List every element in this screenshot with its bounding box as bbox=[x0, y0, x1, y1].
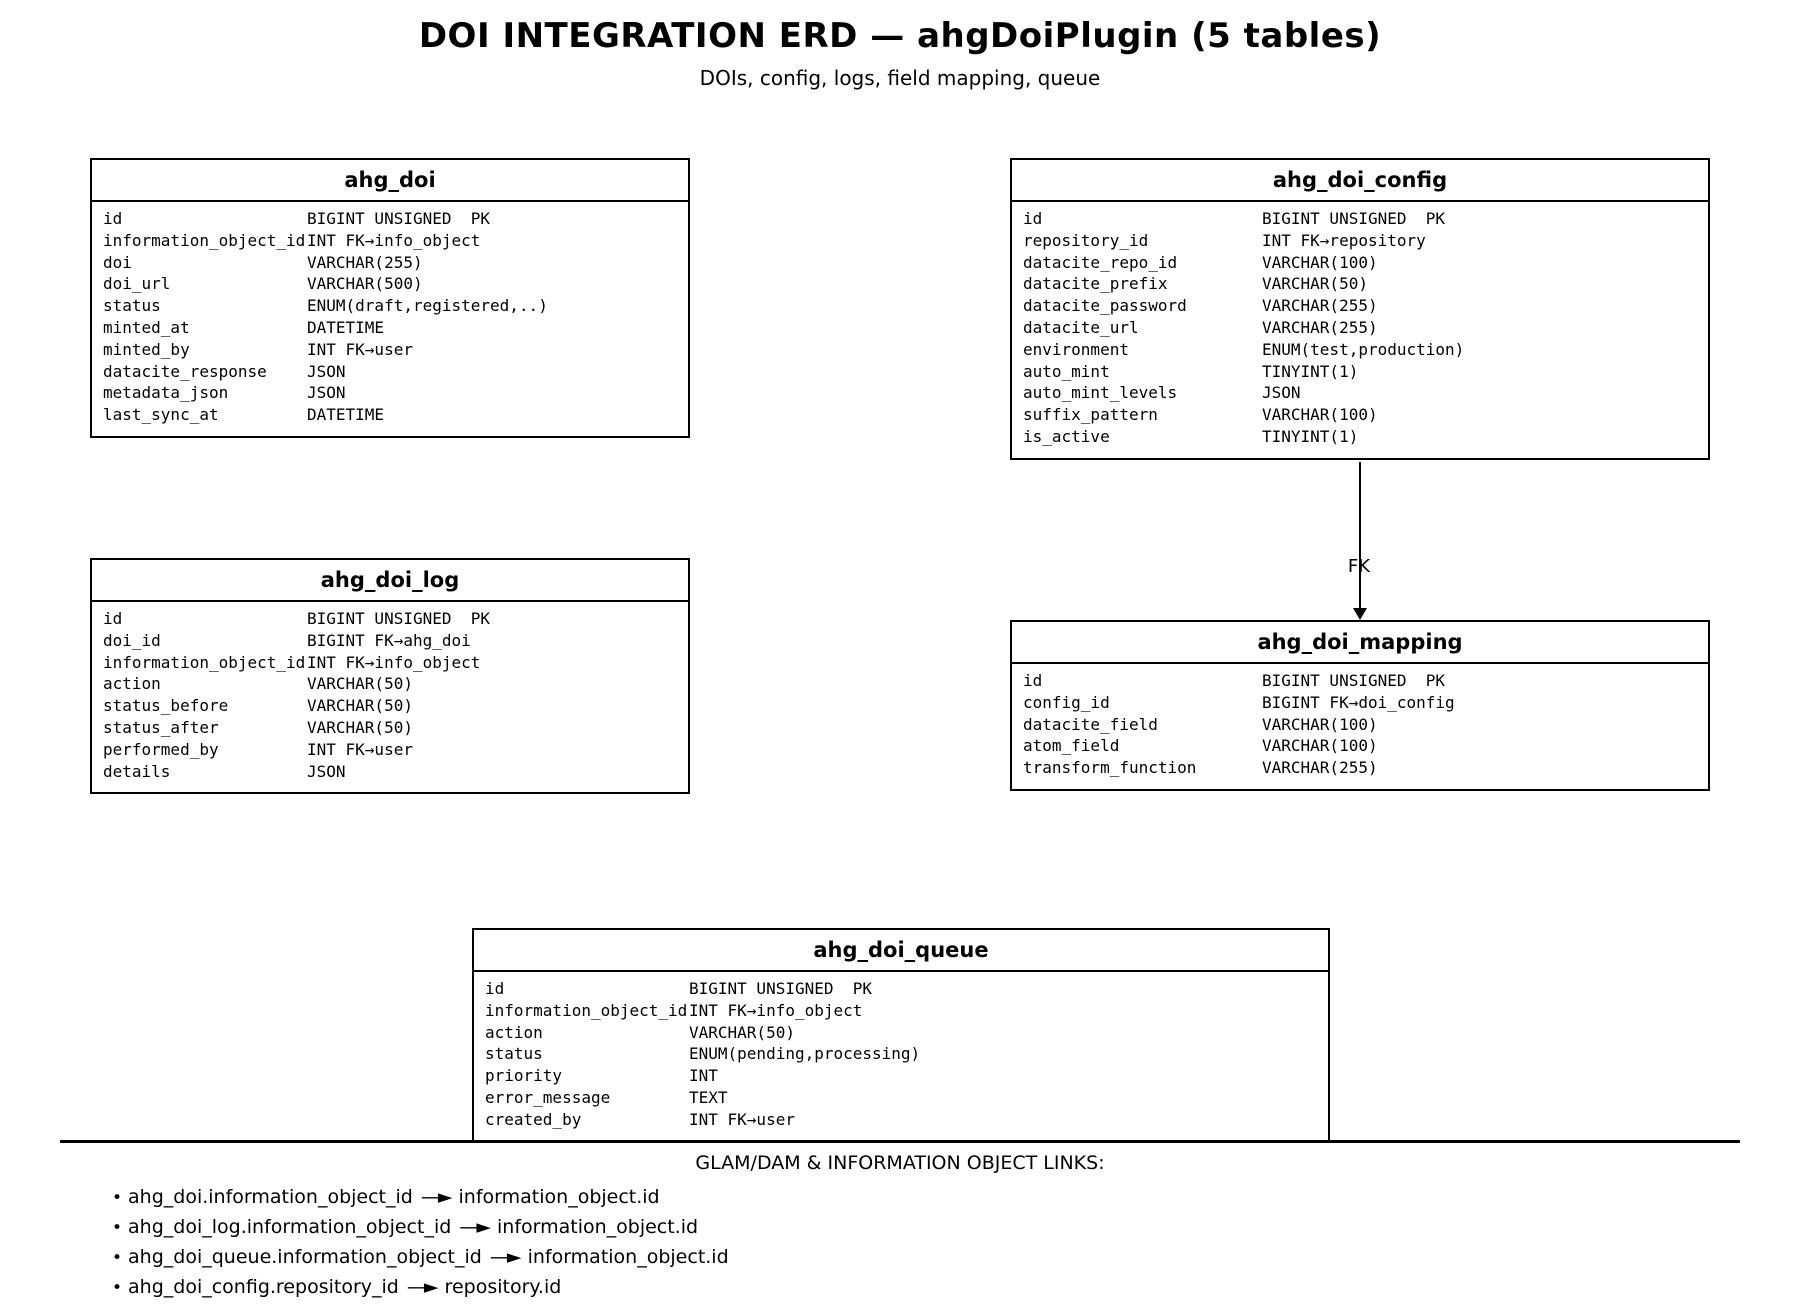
link-item bbox=[112, 1216, 729, 1239]
column-row bbox=[92, 673, 688, 695]
fk-arrowhead-icon bbox=[1353, 608, 1367, 620]
column-type: BIGINT UNSIGNED PK bbox=[307, 609, 491, 628]
column-row bbox=[474, 1022, 1328, 1044]
column-type: INT FK→repository bbox=[1262, 230, 1426, 250]
column-type: INT FK→user bbox=[307, 739, 413, 759]
column-name: doi_id bbox=[103, 630, 161, 650]
column-row bbox=[1012, 273, 1708, 295]
bullet-icon: • bbox=[112, 1248, 123, 1268]
column-name: information_object_id bbox=[103, 652, 306, 672]
link-source: ahg_doi.information_object_id bbox=[128, 1186, 413, 1208]
table-ahg-doi bbox=[90, 158, 690, 438]
column-row bbox=[92, 717, 688, 739]
column-type: VARCHAR(100) bbox=[1262, 714, 1378, 734]
column-row bbox=[1012, 317, 1708, 339]
column-row bbox=[1012, 382, 1708, 404]
column-type: INT FK→info_object bbox=[689, 1000, 863, 1020]
column-name: last_sync_at bbox=[103, 405, 219, 425]
column-row bbox=[92, 252, 688, 274]
column-name: config_id bbox=[1023, 692, 1110, 712]
link-target: information_object.id bbox=[497, 1216, 699, 1238]
table-title-ahg-doi-queue: ahg_doi_queue bbox=[474, 930, 1328, 972]
column-name: minted_at bbox=[103, 317, 190, 337]
column-name: datacite_prefix bbox=[1023, 274, 1168, 294]
link-source: ahg_doi_queue.information_object_id bbox=[128, 1246, 482, 1268]
column-type: INT FK→info_object bbox=[307, 652, 481, 672]
link-source: ahg_doi_config.repository_id bbox=[128, 1276, 399, 1298]
column-name: datacite_url bbox=[1023, 317, 1139, 337]
table-rows-ahg-doi bbox=[92, 202, 688, 436]
arrow-icon: —► bbox=[402, 1276, 441, 1298]
column-type: VARCHAR(100) bbox=[1262, 405, 1378, 425]
column-name: suffix_pattern bbox=[1023, 405, 1158, 425]
column-type: VARCHAR(255) bbox=[1262, 317, 1378, 337]
column-type: DATETIME bbox=[307, 317, 385, 337]
link-target: repository.id bbox=[444, 1276, 562, 1298]
column-type: TINYINT(1) bbox=[1262, 361, 1359, 381]
column-type: VARCHAR(100) bbox=[1262, 252, 1378, 272]
column-row bbox=[1012, 404, 1708, 426]
column-row bbox=[92, 630, 688, 652]
column-type: BIGINT FK→ahg_doi bbox=[307, 630, 471, 650]
column-type: BIGINT UNSIGNED PK bbox=[1262, 671, 1446, 690]
link-item bbox=[112, 1186, 729, 1209]
column-name: status bbox=[103, 296, 161, 316]
column-type: JSON bbox=[307, 361, 346, 381]
column-name: id bbox=[103, 609, 123, 628]
page-subtitle: DOIs, config, logs, field mapping, queue bbox=[699, 66, 1101, 90]
column-type: JSON bbox=[307, 383, 346, 403]
column-row bbox=[1012, 692, 1708, 714]
column-name: status_before bbox=[103, 696, 229, 716]
link-target: information_object.id bbox=[458, 1186, 660, 1208]
column-row bbox=[1012, 252, 1708, 274]
column-type: ENUM(test,production) bbox=[1262, 339, 1465, 359]
link-source: ahg_doi_log.information_object_id bbox=[128, 1216, 452, 1238]
column-type: TEXT bbox=[689, 1087, 728, 1107]
column-type: INT FK→info_object bbox=[307, 230, 481, 250]
column-type: VARCHAR(50) bbox=[1262, 274, 1368, 294]
bullet-icon: • bbox=[112, 1278, 123, 1298]
column-name: information_object_id bbox=[103, 230, 306, 250]
column-row bbox=[1012, 670, 1708, 692]
column-type: VARCHAR(100) bbox=[1262, 736, 1378, 756]
column-name: doi bbox=[103, 252, 132, 272]
column-row bbox=[1012, 339, 1708, 361]
column-row bbox=[92, 404, 688, 426]
column-type: BIGINT FK→doi_config bbox=[1262, 692, 1455, 712]
column-type: VARCHAR(500) bbox=[307, 274, 423, 294]
arrow-icon: —► bbox=[485, 1246, 524, 1268]
column-name: repository_id bbox=[1023, 230, 1149, 250]
column-type: BIGINT UNSIGNED PK bbox=[689, 979, 873, 998]
column-type: ENUM(draft,registered,..) bbox=[307, 296, 548, 316]
arrow-icon: —► bbox=[455, 1216, 493, 1238]
arrow-icon: —► bbox=[416, 1186, 455, 1208]
column-name: action bbox=[103, 674, 161, 694]
column-row bbox=[92, 652, 688, 674]
column-row bbox=[92, 273, 688, 295]
column-name: details bbox=[103, 761, 171, 781]
table-ahg-doi-log bbox=[90, 558, 690, 794]
column-type: TINYINT(1) bbox=[1262, 426, 1359, 446]
column-row bbox=[474, 1109, 1328, 1131]
column-name: status_after bbox=[103, 717, 219, 737]
column-type: VARCHAR(255) bbox=[1262, 296, 1378, 316]
table-rows-ahg-doi-queue bbox=[474, 972, 1328, 1141]
page-title: DOI INTEGRATION ERD — ahgDoiPlugin (5 tables) bbox=[418, 16, 1382, 56]
link-target: information_object.id bbox=[527, 1246, 729, 1268]
column-name: id bbox=[1023, 671, 1043, 690]
column-type: DATETIME bbox=[307, 405, 385, 425]
table-title-ahg-doi: ahg_doi bbox=[92, 160, 688, 202]
column-name: datacite_repo_id bbox=[1023, 252, 1178, 272]
column-type: VARCHAR(255) bbox=[1262, 758, 1378, 778]
column-name: atom_field bbox=[1023, 736, 1120, 756]
column-name: priority bbox=[485, 1066, 563, 1086]
column-name: metadata_json bbox=[103, 383, 229, 403]
column-name: id bbox=[103, 209, 123, 228]
column-row bbox=[474, 1087, 1328, 1109]
table-rows-ahg-doi-mapping bbox=[1012, 664, 1708, 789]
column-row bbox=[92, 739, 688, 761]
column-name: action bbox=[485, 1022, 543, 1042]
column-row bbox=[474, 1043, 1328, 1065]
column-type: VARCHAR(50) bbox=[307, 674, 413, 694]
column-row bbox=[474, 1000, 1328, 1022]
column-row bbox=[92, 339, 688, 361]
column-row bbox=[1012, 208, 1708, 230]
fk-relationship-label: FK bbox=[1347, 556, 1371, 577]
column-row bbox=[92, 230, 688, 252]
column-name: auto_mint_levels bbox=[1023, 383, 1178, 403]
table-title-ahg-doi-mapping: ahg_doi_mapping bbox=[1012, 622, 1708, 664]
column-row bbox=[1012, 295, 1708, 317]
column-name: information_object_id bbox=[485, 1000, 688, 1020]
fk-relationship-line bbox=[1359, 462, 1361, 610]
column-row bbox=[474, 978, 1328, 1000]
column-name: doi_url bbox=[103, 274, 171, 294]
column-type: VARCHAR(255) bbox=[307, 252, 423, 272]
column-type: VARCHAR(50) bbox=[307, 696, 413, 716]
column-row bbox=[1012, 735, 1708, 757]
links-list bbox=[112, 1186, 729, 1306]
column-row bbox=[1012, 757, 1708, 779]
column-type: INT bbox=[689, 1066, 718, 1086]
column-row bbox=[1012, 230, 1708, 252]
bullet-icon: • bbox=[112, 1218, 123, 1238]
separator-line bbox=[60, 1140, 1740, 1143]
column-type: JSON bbox=[307, 761, 346, 781]
column-row bbox=[92, 761, 688, 783]
links-section-heading: GLAM/DAM & INFORMATION OBJECT LINKS: bbox=[695, 1152, 1105, 1174]
column-type: VARCHAR(50) bbox=[307, 717, 413, 737]
column-row bbox=[92, 295, 688, 317]
column-type: BIGINT UNSIGNED PK bbox=[307, 209, 491, 228]
bullet-icon: • bbox=[112, 1188, 123, 1208]
table-rows-ahg-doi-log bbox=[92, 602, 688, 792]
table-title-ahg-doi-log: ahg_doi_log bbox=[92, 560, 688, 602]
column-name: transform_function bbox=[1023, 758, 1197, 778]
column-type: INT FK→user bbox=[689, 1109, 795, 1129]
column-row bbox=[92, 317, 688, 339]
column-name: error_message bbox=[485, 1087, 611, 1107]
column-name: environment bbox=[1023, 339, 1129, 359]
column-name: datacite_field bbox=[1023, 714, 1158, 734]
column-name: created_by bbox=[485, 1109, 582, 1129]
column-row bbox=[92, 382, 688, 404]
table-title-ahg-doi-config: ahg_doi_config bbox=[1012, 160, 1708, 202]
link-item bbox=[112, 1276, 729, 1299]
table-ahg-doi-mapping bbox=[1010, 620, 1710, 791]
column-type: VARCHAR(50) bbox=[689, 1022, 795, 1042]
column-name: id bbox=[1023, 209, 1043, 228]
column-name: minted_by bbox=[103, 339, 190, 359]
column-name: id bbox=[485, 979, 505, 998]
column-row bbox=[1012, 714, 1708, 736]
column-row bbox=[1012, 361, 1708, 383]
column-row bbox=[474, 1065, 1328, 1087]
column-name: performed_by bbox=[103, 739, 219, 759]
column-name: datacite_response bbox=[103, 361, 267, 381]
column-row bbox=[92, 361, 688, 383]
column-row bbox=[92, 608, 688, 630]
table-ahg-doi-config bbox=[1010, 158, 1710, 460]
link-item bbox=[112, 1246, 729, 1269]
column-type: ENUM(pending,processing) bbox=[689, 1044, 921, 1064]
column-name: auto_mint bbox=[1023, 361, 1110, 381]
column-row bbox=[92, 208, 688, 230]
table-rows-ahg-doi-config bbox=[1012, 202, 1708, 458]
table-ahg-doi-queue bbox=[472, 928, 1330, 1143]
column-row bbox=[1012, 426, 1708, 448]
column-type: BIGINT UNSIGNED PK bbox=[1262, 209, 1446, 228]
column-name: datacite_password bbox=[1023, 296, 1187, 316]
column-row bbox=[92, 695, 688, 717]
column-type: JSON bbox=[1262, 383, 1301, 403]
column-type: INT FK→user bbox=[307, 339, 413, 359]
column-name: is_active bbox=[1023, 426, 1110, 446]
column-name: status bbox=[485, 1044, 543, 1064]
